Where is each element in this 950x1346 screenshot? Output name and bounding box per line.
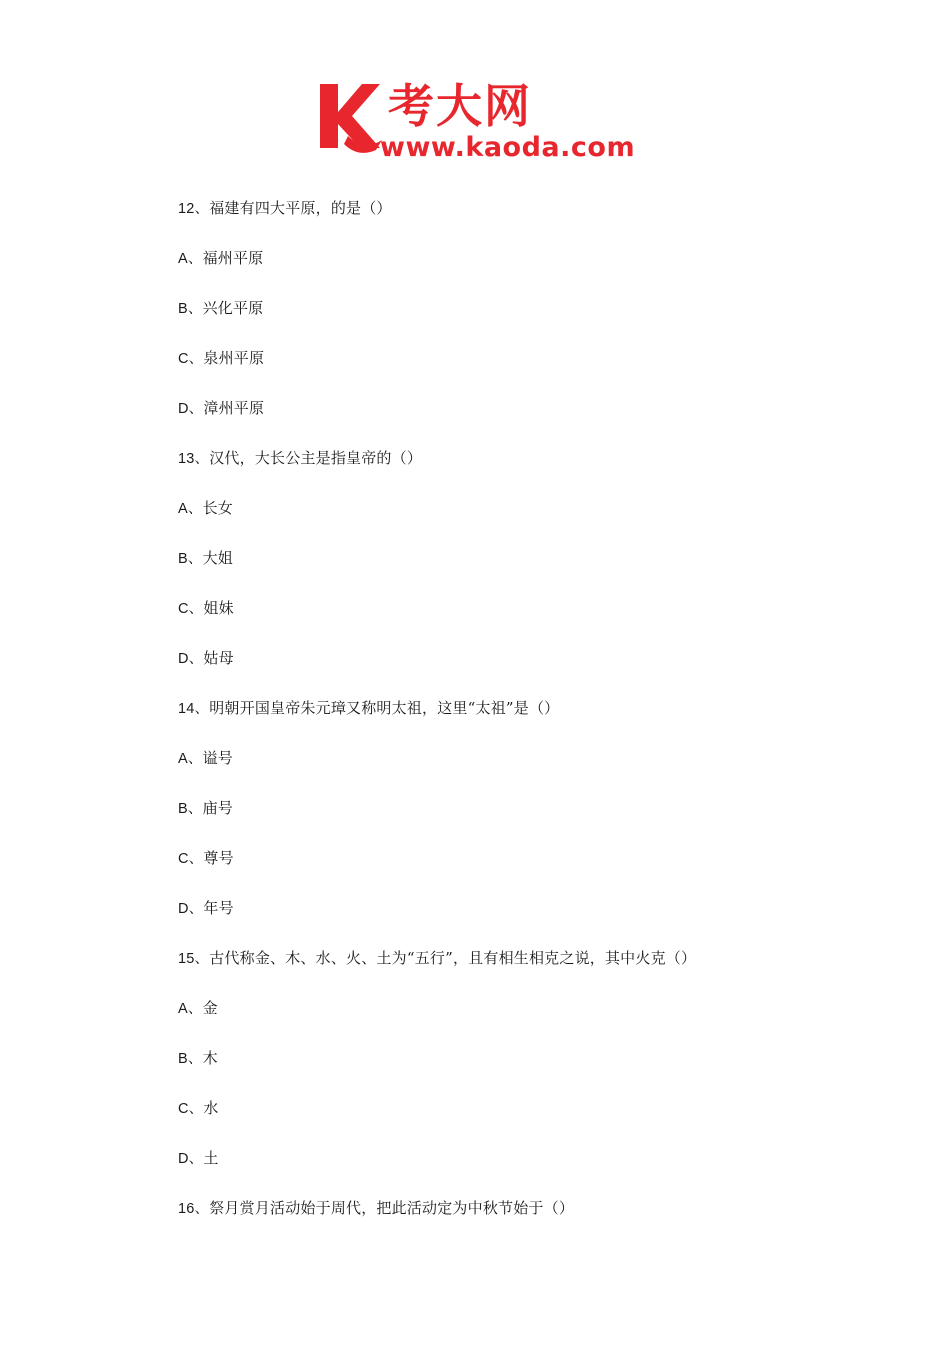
answer-option — [178, 396, 878, 446]
option-letter: C、 — [178, 1101, 204, 1117]
answer-option — [178, 496, 878, 546]
option-text: 泉州平原 — [203, 349, 265, 367]
answer-option — [178, 896, 878, 946]
answer-option — [178, 1146, 878, 1196]
question-text: 古代称金、木、水、火、土为“五行”，且有相生相克之说，其中火克（） — [209, 949, 697, 967]
answer-option — [178, 1046, 878, 1096]
question-text: 明朝开国皇帝朱元璋又称明太祖，这里“太祖”是（） — [209, 699, 560, 717]
option-text: 谥号 — [202, 749, 233, 767]
option-letter: B、 — [178, 551, 203, 567]
question-number: 12、 — [178, 201, 210, 217]
option-text: 水 — [203, 1099, 219, 1117]
answer-option — [178, 846, 878, 896]
option-letter: C、 — [178, 601, 204, 617]
question-stem — [178, 1196, 878, 1246]
option-letter: A、 — [178, 1001, 203, 1017]
option-letter: D、 — [178, 1151, 204, 1167]
answer-option — [178, 1096, 878, 1146]
option-text: 姐妹 — [203, 599, 234, 617]
logo-url-text: www.kaoda.com — [380, 132, 636, 160]
option-text: 木 — [202, 1049, 218, 1067]
option-text: 庙号 — [202, 799, 233, 817]
question-number: 13、 — [178, 451, 210, 467]
option-text: 尊号 — [203, 849, 234, 867]
kaoda-logo-graphic — [318, 78, 648, 160]
question-text: 祭月赏月活动始于周代，把此活动定为中秋节始于（） — [209, 1199, 575, 1217]
logo-brand-text: 考大网 — [388, 79, 532, 133]
option-text: 漳州平原 — [203, 399, 265, 417]
answer-option — [178, 596, 878, 646]
option-letter: B、 — [178, 301, 203, 317]
answer-option — [178, 746, 878, 796]
question-stem — [178, 946, 878, 996]
option-letter: C、 — [178, 851, 204, 867]
option-text: 年号 — [203, 899, 234, 917]
option-letter: B、 — [178, 1051, 203, 1067]
option-letter: C、 — [178, 351, 204, 367]
question-number: 16、 — [178, 1201, 210, 1217]
option-letter: A、 — [178, 751, 203, 767]
answer-option — [178, 546, 878, 596]
answer-option — [178, 296, 878, 346]
option-text: 大姐 — [202, 549, 233, 567]
question-list — [178, 196, 878, 1246]
option-letter: B、 — [178, 801, 203, 817]
kaoda-logo — [318, 78, 648, 160]
question-number: 14、 — [178, 701, 210, 717]
answer-option — [178, 346, 878, 396]
question-text: 汉代，大长公主是指皇帝的（） — [209, 449, 423, 467]
option-text: 兴化平原 — [202, 299, 264, 317]
question-text: 福建有四大平原，的是（） — [209, 199, 392, 217]
option-letter: A、 — [178, 251, 203, 267]
option-text: 长女 — [202, 499, 233, 517]
option-letter: D、 — [178, 651, 204, 667]
option-text: 姑母 — [203, 649, 234, 667]
option-letter: A、 — [178, 501, 203, 517]
question-number: 15、 — [178, 951, 210, 967]
option-text: 土 — [203, 1149, 219, 1167]
option-text: 福州平原 — [202, 249, 264, 267]
option-letter: D、 — [178, 401, 204, 417]
answer-option — [178, 646, 878, 696]
option-letter: D、 — [178, 901, 204, 917]
question-stem — [178, 696, 878, 746]
option-text: 金 — [202, 999, 218, 1017]
answer-option — [178, 246, 878, 296]
answer-option — [178, 996, 878, 1046]
answer-option — [178, 796, 878, 846]
question-stem — [178, 196, 878, 246]
question-stem — [178, 446, 878, 496]
